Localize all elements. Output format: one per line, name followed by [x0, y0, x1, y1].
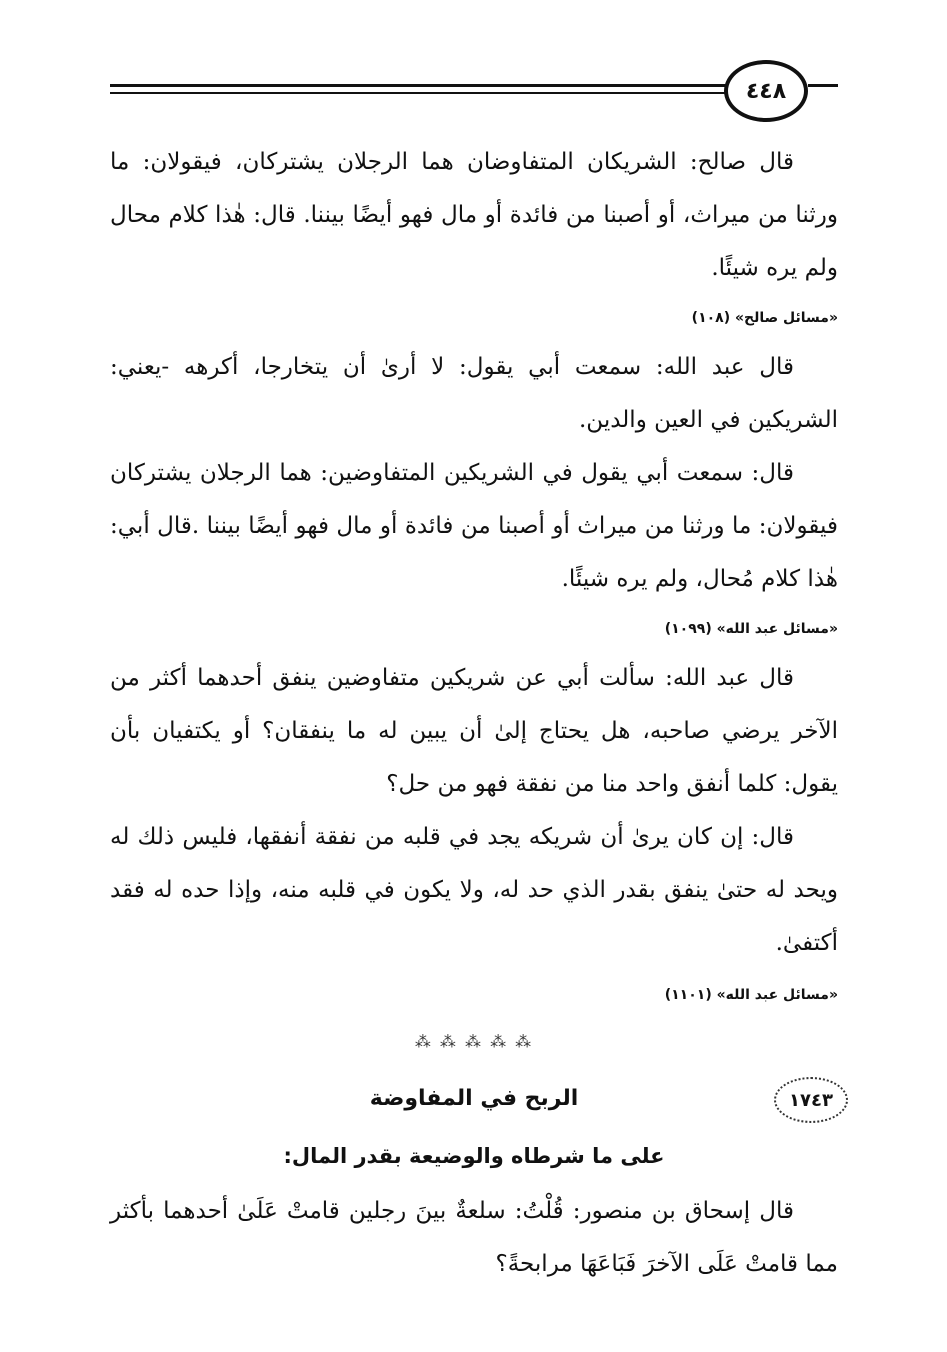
paragraph-abdullah-answer: قال: إن كان يرىٰ أن شريكه يجد في قلبه من نفقة أنفقها، فليس ذلك له ويحد له حتىٰ ينفق بقدر الذي حد له، ولا يكون في قلبه منه، وإذا حده له فقد أكتفىٰ.	[110, 824, 838, 956]
header-rule-thin	[110, 92, 734, 94]
ornament-separator: ⁂ ⁂ ⁂ ⁂ ⁂	[414, 1032, 534, 1051]
paragraph-abdullah-2: قال: سمعت أبي يقول في الشريكين المتفاوضين: هما الرجلان يشتركان فيقولان: ما ورثنا من ميراث أو أصبنا من فائدة أو مال فهو أيضًا بيننا .قال أبي: هٰذا كلام مُحال، ولم يره شيئًا.	[110, 460, 838, 592]
reference-abdullah-1101: «مسائل عبد الله» (١١٠١)	[664, 987, 838, 1003]
paragraph-abdullah-question: قال عبد الله: سألت أبي عن شريكين متفاوضين ينفق أحدهما أكثر من الآخر يرضي صاحبه، هل يحتاج إلىٰ أن يبين له ما ينفقان؟ أو يكتفيان بأن يقول: كلما أنفق واحد منا من نفقة فهو من حل؟	[110, 665, 838, 797]
chapter-title: الربح في المفاوضة	[369, 1086, 579, 1111]
chapter-heading	[110, 1071, 838, 1127]
reference-abdullah-1099: «مسائل عبد الله» (١٠٩٩)	[664, 621, 838, 637]
paragraph-saleh: قال صالح: الشريكان المتفاوضان هما الرجلان يشتركان، فيقولان: ما ورثنا من ميراث، أو أصبنا من فائدة أو مال فهو أيضًا بيننا. قال: هٰذا كلام محال ولم يره شيئًا.	[110, 149, 838, 281]
page-number: ٤٤٨	[724, 60, 808, 122]
chapter-number-badge: ١٧٤٣	[774, 1077, 848, 1123]
header-rule-thick	[110, 84, 734, 87]
paragraph-abdullah-1: قال عبد الله: سمعت أبي يقول: لا أرىٰ أن يتخارجا، أكرهه -يعني: الشريكين في العين والدين.	[110, 354, 838, 433]
reference-saleh-108: «مسائل صالح» (١٠٨)	[691, 310, 838, 326]
paragraph-ishaq: قال إسحاق بن منصور: قُلْتُ: سلعةٌ بينَ رجلين قامتْ عَلَىٰ أحدهما بأكثر مما قامتْ عَلَى الآخرَ فَبَاعَهَا مرابحةً؟	[110, 1198, 838, 1277]
header-rule-right	[808, 84, 838, 87]
chapter-subtitle: على ما شرطاه والوضيعة بقدر المال:	[283, 1144, 665, 1168]
page-content	[110, 136, 838, 1291]
